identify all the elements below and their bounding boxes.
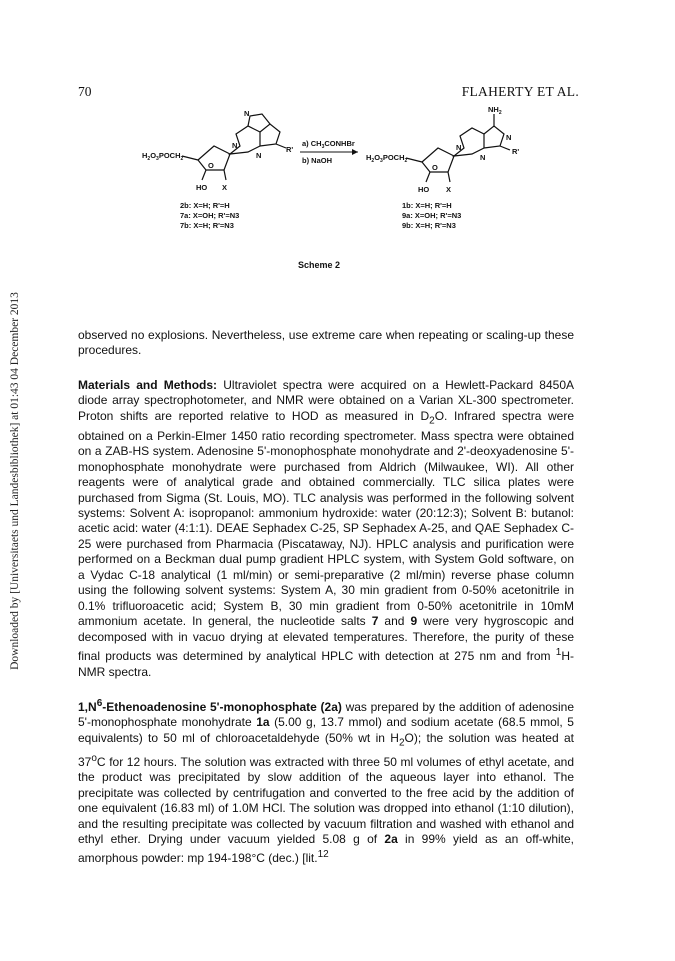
svg-text:9b: X=H; R'=N3: 9b: X=H; R'=N3 <box>402 221 456 230</box>
reagent-1: a) $CH_3CONHBr$ <box>302 139 355 150</box>
download-note: Downloaded by [Universitaets und Landesbibliothek] at 01:43 04 December 2013 <box>9 291 21 670</box>
right-n1: N <box>506 133 512 142</box>
right-formula: $H_2O_3POCH_2$ <box>366 153 408 164</box>
reaction-scheme <box>140 105 540 277</box>
left-n9: N <box>232 141 238 150</box>
left-formula: $H_2O_3POCH_2$ <box>142 151 184 162</box>
paragraph-safety: observed no explosions. Nevertheless, use extreme care when repeating or scaling-up these procedures. <box>78 328 574 358</box>
reagent-2: b) NaOH <box>302 156 332 165</box>
left-ring-oxygen: O <box>208 161 214 170</box>
right-ho: HO <box>418 185 430 194</box>
left-ho: HO <box>196 183 208 192</box>
left-n3: N <box>256 151 262 160</box>
svg-text:2b: X=H; R'=H: 2b: X=H; R'=H <box>180 201 230 210</box>
svg-text:1b: X=H; R'=H: 1b: X=H; R'=H <box>402 201 452 210</box>
right-nh2: $NH_2$ <box>488 105 502 116</box>
compound-heading: $1,N^6$-Ethenoadenosine 5'-monophosphate (2a) <box>78 698 342 714</box>
svg-text:7b: X=H; R'=N3: 7b: X=H; R'=N3 <box>180 221 234 230</box>
right-labels <box>402 201 461 230</box>
paragraph-ethenoadenosine: $1,N^6$-Ethenoadenosine 5'-monophosphate (2a) was prepared by the addition of adenosine 5'-monophosphate monohydrate 1a (5.00 g, 13.7 mmol) and sodium acetate (68.5 mmol, 5 equivalents) to 50 ml of chloroacetaldehyde (50% wt in $H_2O$); the solution was heated at 37$^o$C for 12 hours. The solution was extracted with three 50 ml volumes of ethyl acetate, and the product was precipitated by slow addition of the aqueous layer into ethanol. The precipitate was collected by centrifugation and converted to the free acid by the addition of one equivalent (16.83 ml) of 1.0M HCl. The solution was dropped into ethanol (1:10 dilution), and the resulting precipitate was collected by vacuum filtration and washed with ethanol and ethyl ether. Drying under vacuum yielded 5.08 g of 2a in 99% yield as an off-white, amorphous powder: mp 194-198°C (dec.) [lit.$^{12}$ <box>78 698 575 866</box>
right-ring-oxygen: O <box>432 163 438 172</box>
left-n-top: N <box>244 109 250 118</box>
scheme-caption: Scheme 2 <box>298 260 341 270</box>
left-labels <box>180 201 239 230</box>
right-n3: N <box>480 153 486 162</box>
left-x: X <box>222 183 228 192</box>
right-r: R' <box>512 147 520 156</box>
page-number: 70 <box>78 84 92 99</box>
right-n9: N <box>456 143 462 152</box>
reaction-arrow-head <box>352 149 358 155</box>
download-sidebar <box>4 0 26 961</box>
left-r: R' <box>286 145 294 154</box>
running-header <box>78 84 579 102</box>
section-heading: Materials and Methods: <box>78 378 218 392</box>
running-head: FLAHERTY ET AL. <box>461 84 579 99</box>
paragraph-materials-methods: Materials and Methods: Ultraviolet spectra were acquired on a Hewlett-Packard 8450A diode array spectrophotometer, and NMR were obtained on a Varian XL-300 spectrometer. Proton shifts are reported relative to HOD as measured in $D_2O$. Infrared spectra were obtained on a Perkin-Elmer 1450 ratio recording spectrometer. Mass spectra were obtained on a ZAB-HS system. Adenosine 5'-monophosphate monohydrate and 2'-deoxyadenosine 5'-monophosphate monohydrate were purchased from Aldrich (Milwaukee, WI). All other reagents were of analytical grade and obtained commercially. TLC silica plates were purchased from Sigma (St. Louis, MO). TLC analysis was performed in the following solvent systems: Solvent A: isopropanol: ammonium hydroxide: water (20:12:3); Solvent B: butanol: acetic acid: water (4:1:1). DEAE Sephadex C-25, SP Sephadex A-25, and QAE Sephadex C-25 were purchased from Pharmacia (Piscataway, NJ). HPLC analysis and purification were performed on a Beckman dual pump gradient HPLC system, with System Gold software, on a Vydac C-18 analytical (1 ml/min) or semi-preparative (2 ml/min) reverse phase column using the following solvent systems: System A, 30 min gradient from 0-50% acetonitrile in 0.1% trifluoroacetic acid; System B, 30 min gradient from 0-50% acetonitrile in 10mM ammonium acetate. In general, the nucleotide salts 7 and 9 were very hygroscopic and decomposed with in vacuo drying at elevated temperatures. Therefore, the purity of these final products was determined by analytical HPLC with detection at 275 nm and from $^1$H-NMR spectra. <box>78 378 575 679</box>
svg-text:9a: X=OH; R'=N3: 9a: X=OH; R'=N3 <box>402 211 462 220</box>
svg-text:7a: X=OH; R'=N3: 7a: X=OH; R'=N3 <box>180 211 240 220</box>
right-x: X <box>446 185 452 194</box>
